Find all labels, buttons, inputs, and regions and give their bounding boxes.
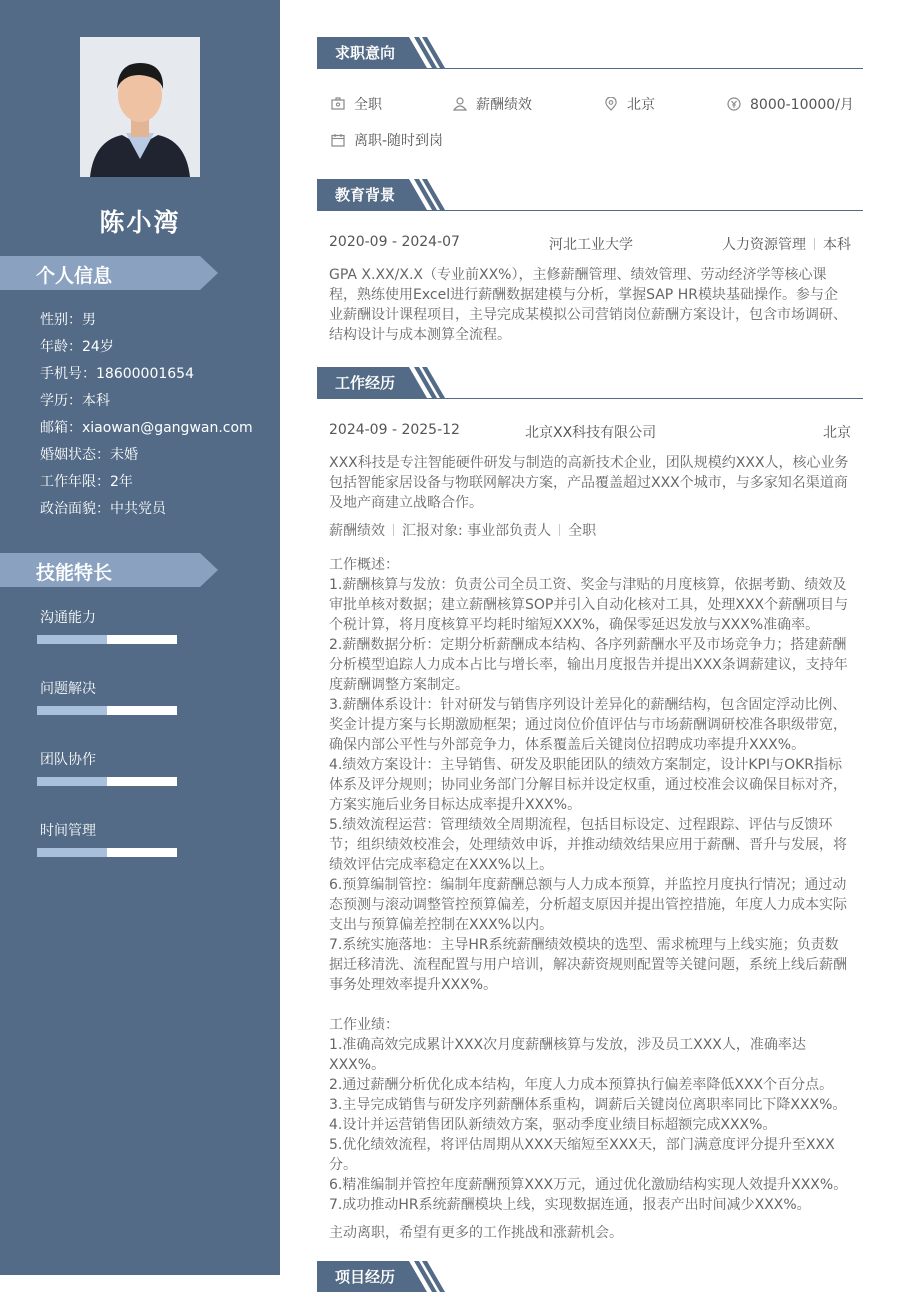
skill-label: 沟通能力 (40, 610, 96, 626)
education-description: GPA X.XX/X.X（专业前XX%），主修薪酬管理、绩效管理、劳动经济学等核心课程，熟练使用Excel进行薪酬数据建模与分析，掌握SAP HR模块基础操作。参与企业薪酬设计课程项目，主导完成某模拟公司营销岗位薪酬方案设计，包含市场调研、结构设计与成本测算全流程。 (329, 267, 847, 343)
section-divider (317, 210, 863, 211)
summary-item: 4.绩效方案设计：主导销售、研发及职能团队的绩效方案制定，设计KPI与OKR指标体系及评分规则；协同业务部门分解目标并设定权重，通过校准会议确保目标对齐，方案实施后业务目标达成率提升XXX%。 (329, 757, 847, 813)
intent-salary (727, 94, 854, 114)
skill-bar-fill (37, 706, 107, 715)
summary-item: 2.薪酬数据分析：定期分析薪酬成本结构、各序列薪酬水平及市场竞争力；搭建薪酬分析模型追踪人力成本占比与增长率，输出月度报告并提出XXX条调薪建议，支持年度薪酬调整方案制定。 (329, 637, 848, 693)
info-years: 工作年限：2年 (40, 474, 133, 490)
separator (814, 238, 815, 250)
education-period: 2020-09 - 2024-07 (329, 234, 460, 250)
summary-item: 3.薪酬体系设计：针对研发与销售序列设计差异化的薪酬结构，包含固定浮动比例、奖金计提方案与长期激励框架；通过岗位价值评估与市场薪酬调研校准各职级带宽，确保内部公平性与外部竞争力，体系覆盖后关键岗位招聘成功率提升XXX%。 (329, 697, 847, 753)
skills-title: 技能特长 (36, 562, 113, 584)
skill-bar (37, 706, 177, 715)
candidate-name: 陈小湾 (99, 208, 181, 237)
profile-photo (80, 37, 200, 177)
skill-bar (37, 777, 177, 786)
intent-type-value: 全职 (354, 97, 382, 113)
personal-info-title: 个人信息 (36, 265, 113, 287)
location-pin-icon (604, 97, 618, 111)
summary-item: 6.预算编制管控：编制年度薪酬总额与人力成本预算，并监控月度执行情况；通过动态预测与滚动调整管控预算偏差，分析超支原因并提出管控措施，年度人力成本实际支出与预算偏差控制在XXX%以内。 (329, 877, 847, 933)
skill-label: 团队协作 (40, 752, 96, 768)
info-marital: 婚姻状态：未婚 (40, 447, 138, 463)
skill-bar-fill (37, 635, 107, 644)
separator (559, 524, 560, 536)
section-title: 求职意向 (335, 44, 396, 62)
work-city: 北京 (823, 425, 851, 441)
intent-salary-value: 8000-10000/月 (750, 97, 854, 113)
section-header-intent (317, 37, 863, 69)
info-gender: 性别：男 (40, 312, 96, 328)
summary-item: 1.薪酬核算与发放：负责公司全员工资、奖金与津贴的月度核算，依据考勤、绩效及审批单核对数据；建立薪酬核算SOP并引入自动化核对工具，处理XXX个薪酬项目与个税计算，将月度核算平均耗时缩短XXX%，确保零延迟发放与XXX%准确率。 (329, 577, 849, 633)
skill-bar-fill (37, 777, 107, 786)
education-row (329, 234, 851, 254)
yen-coin-icon (727, 97, 741, 111)
person-icon (453, 97, 467, 111)
skill-item (37, 820, 177, 857)
section-title: 教育背景 (335, 186, 396, 204)
skills-header (0, 553, 218, 587)
personal-info-list (40, 308, 253, 524)
info-education: 学历：本科 (40, 393, 110, 409)
education-major-degree (722, 234, 851, 254)
skill-item (37, 749, 177, 786)
section-title: 项目经历 (335, 1268, 396, 1286)
achievement-item: 3.主导完成销售与研发序列薪酬体系重构，调薪后关键岗位离职率同比下降XXX%。 (329, 1097, 847, 1113)
achievement-item: 1.准确高效完成累计XXX次月度薪酬核算与发放，涉及员工XXX人，准确率达XXX%。 (329, 1037, 806, 1073)
skill-item (37, 607, 177, 644)
intent-status-value: 离职-随时到岗 (354, 133, 444, 149)
achievement-item: 2.通过薪酬分析优化成本结构，年度人力成本预算执行偏差率降低XXX个百分点。 (329, 1077, 834, 1093)
skill-label: 问题解决 (40, 681, 96, 697)
work-report-to: 汇报对象: 事业部负责人 (402, 523, 552, 539)
personal-info-header (0, 256, 218, 290)
achievements-title: 工作业绩： (329, 1017, 399, 1033)
summary-item: 5.绩效流程运营：管理绩效全周期流程，包括目标设定、过程跟踪、评估与反馈环节；组织绩效校准会，处理绩效申诉，并推动绩效结果应用于薪酬、晋升与发展，将绩效评估完成率稳定在XXX%以上。 (329, 817, 847, 873)
achievement-item: 6.精准编制并管控年度薪酬预算XXX万元，通过优化激励结构实现人效提升XXX%。 (329, 1177, 848, 1193)
separator (393, 524, 394, 536)
section-divider (317, 398, 863, 399)
section-title: 工作经历 (335, 374, 396, 392)
intent-city (604, 94, 655, 114)
leave-reason: 主动离职，希望有更多的工作挑战和涨薪机会。 (329, 1225, 623, 1241)
education-degree: 本科 (823, 237, 851, 253)
work-company: 北京XX科技有限公司 (525, 425, 657, 441)
work-job-type: 全职 (568, 523, 597, 539)
intent-city-value: 北京 (627, 97, 655, 113)
skill-label: 时间管理 (40, 823, 96, 839)
summary-item: 7.系统实施落地：主导HR系统薪酬绩效模块的选型、需求梳理与上线实施；负责数据迁移清洗、流程配置与用户培训，解决薪资规则配置等关键问题，系统上线后薪酬事务处理效率提升XXX%。 (329, 937, 847, 993)
skill-bar (37, 848, 177, 857)
info-email: 邮箱：xiaowan@gangwan.com (40, 420, 253, 436)
briefcase-icon (331, 97, 345, 111)
summary-title: 工作概述： (329, 557, 399, 573)
calendar-icon (331, 133, 345, 147)
achievement-item: 5.优化绩效流程，将评估周期从XXX天缩短至XXX天，部门满意度评分提升至XXX分。 (329, 1137, 835, 1173)
info-phone: 手机号：18600001654 (40, 366, 194, 382)
skill-bar-fill (37, 848, 107, 857)
company-description: XXX科技是专注智能硬件研发与制造的高新技术企业，团队规模约XXX人，核心业务包括智能家居设备与物联网解决方案，产品覆盖超过XXX个城市，与多家知名渠道商及地产商建立战略合作。 (329, 455, 849, 511)
section-divider (317, 68, 863, 69)
work-period: 2024-09 - 2025-12 (329, 422, 460, 438)
skill-bar (37, 635, 177, 644)
info-political: 政治面貌：中共党员 (40, 501, 166, 517)
intent-status (331, 130, 443, 150)
work-role: 薪酬绩效 (329, 523, 385, 539)
intent-position (453, 94, 532, 114)
work-row (329, 422, 851, 442)
info-age: 年龄：24岁 (40, 339, 114, 355)
sidebar (0, 0, 280, 1275)
work-meta (329, 520, 851, 540)
achievement-item: 7.成功推动HR系统薪酬模块上线，实现数据连通，报表产出时间减少XXX%。 (329, 1197, 811, 1213)
intent-position-value: 薪酬绩效 (476, 97, 532, 113)
section-header-project (317, 1261, 863, 1293)
section-header-work (317, 367, 863, 399)
intent-type (331, 94, 382, 114)
work-details (329, 555, 851, 1243)
education-major: 人力资源管理 (722, 237, 806, 253)
education-school: 河北工业大学 (549, 237, 633, 253)
achievement-item: 4.设计并运营销售团队新绩效方案，驱动季度业绩目标超额完成XXX%。 (329, 1117, 777, 1133)
skill-item (37, 678, 177, 715)
section-header-education (317, 179, 863, 211)
